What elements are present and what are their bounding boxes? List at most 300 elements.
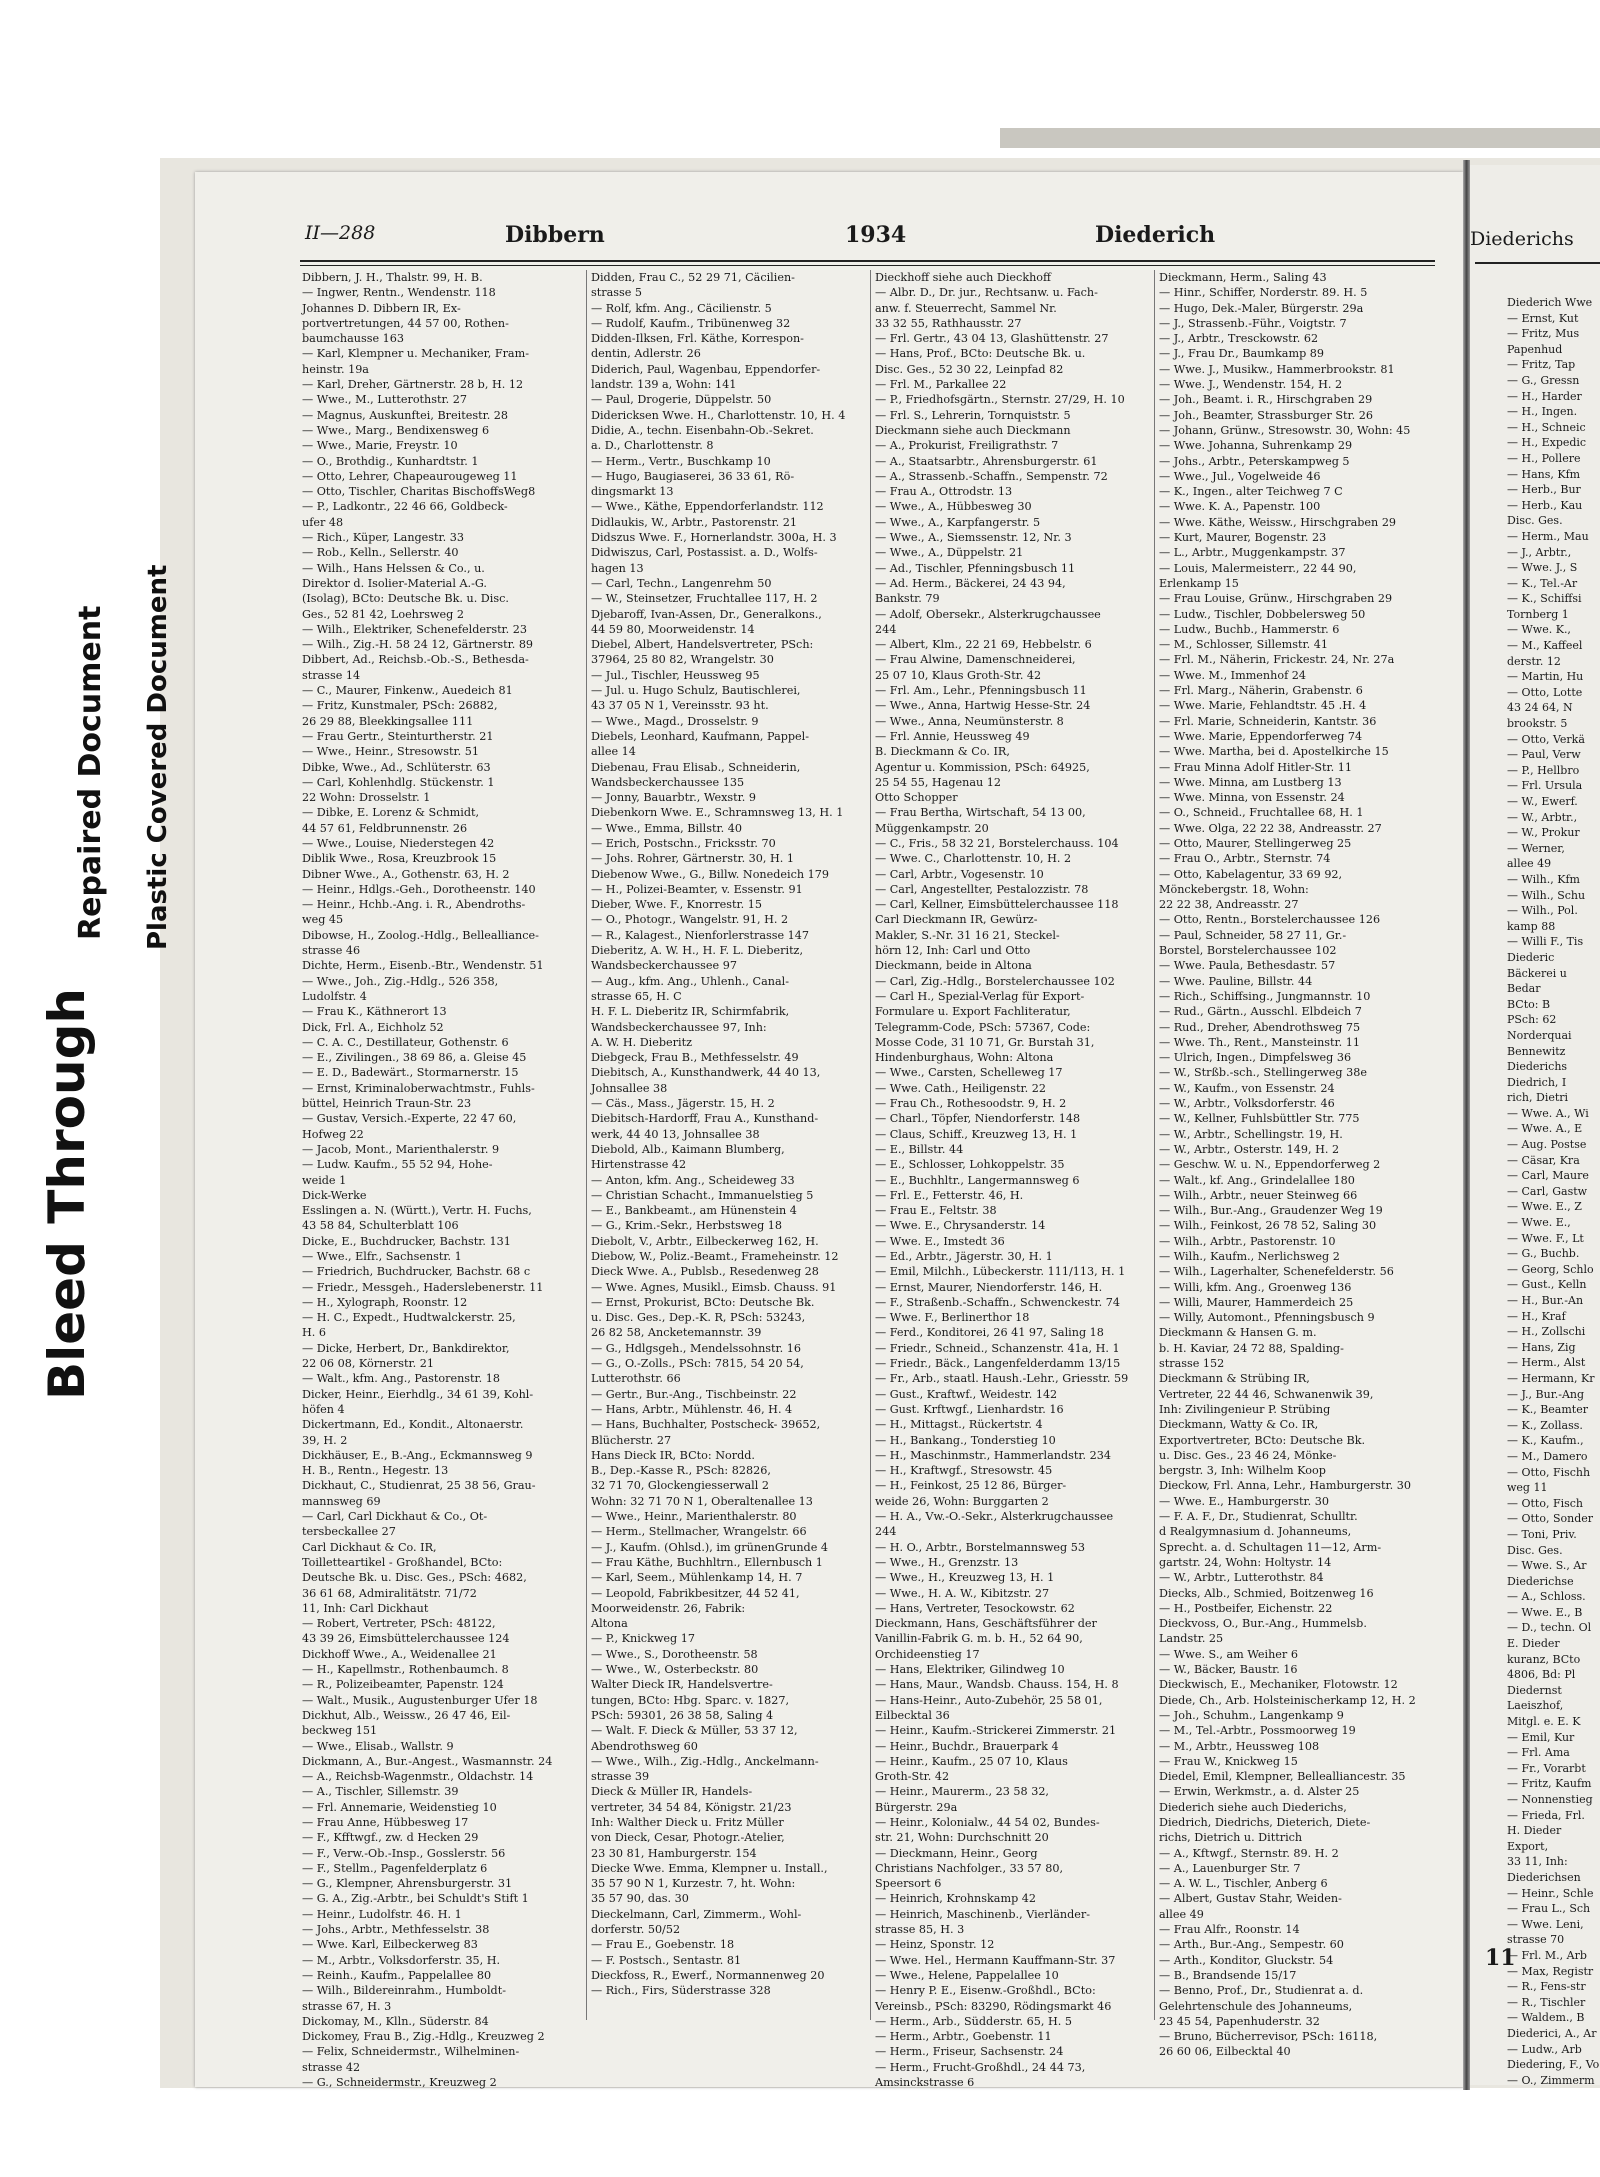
directory-line: — H., Mittagst., Rückertstr. 4 (875, 1418, 1043, 1432)
directory-line: Diede, Ch., Arb. Holsteinischerkamp 12, H. 2 (1159, 1693, 1416, 1707)
facing-page-line: — Werner, (1507, 841, 1565, 855)
directory-line: 44 59 80, Moorweidenstr. 14 (591, 622, 755, 636)
facing-page-line: — K., Schiffsi (1507, 592, 1582, 606)
directory-line: — Wwe., Wilh., Zig.-Hdlg., Anckelmann- (591, 1754, 819, 1768)
directory-line: — Anton, kfm. Ang., Scheideweg 33 (591, 1173, 795, 1187)
directory-line: strasse 85, H. 3 (875, 1923, 965, 1937)
directory-line: B. Dieckmann & Co. IR, (875, 745, 1010, 759)
facing-page-line: — Ludw., Arb (1507, 2042, 1582, 2056)
directory-line: — Robert, Vertreter, PSch: 48122, (302, 1617, 496, 1631)
directory-line: — Jul., Tischler, Heussweg 95 (591, 668, 760, 682)
directory-line: 23 45 54, Papenhuderstr. 32 (1159, 2014, 1320, 2028)
directory-line: — Wwe., Louise, Niederstegen 42 (302, 836, 495, 850)
directory-line: Carl Dickhaut & Co. IR, (302, 1540, 437, 1554)
directory-line: — Heinr., Kaufm.-Strickerei Zimmerstr. 21 (875, 1724, 1117, 1738)
directory-line: — Wwe. E., Imstedt 36 (875, 1234, 1005, 1248)
facing-page-line: — Ernst, Kut (1507, 311, 1579, 325)
facing-page-line: — Waldem., B (1507, 2011, 1585, 2025)
directory-line: — Herm., Vertr., Buschkamp 10 (591, 454, 771, 468)
directory-line: 37964, 25 80 82, Wrangelstr. 30 (591, 653, 774, 667)
directory-line: Dieckmann siehe auch Dieckmann (875, 423, 1071, 437)
directory-line: — Willi, Maurer, Hammerdeich 25 (1159, 1295, 1354, 1309)
directory-line: 23 30 81, Hamburgerstr. 154 (591, 1846, 757, 1860)
facing-page-line: — H., Ingen. (1507, 405, 1578, 419)
directory-line: — G., Hdlgsgeh., Mendelssohnstr. 16 (591, 1341, 801, 1355)
facing-page-line: — Fritz, Kaufm (1507, 1777, 1592, 1791)
directory-line: — A. W. L., Tischler, Anberg 6 (1159, 1877, 1328, 1891)
directory-line: — Joh., Beamter, Strassburger Str. 26 (1159, 408, 1373, 422)
directory-line: — M., Schlosser, Sillemstr. 41 (1159, 638, 1328, 652)
directory-line: — Frau A., Ottrodstr. 13 (875, 485, 1013, 499)
directory-line: Carl Dieckmann IR, Gewürz- (875, 913, 1038, 927)
directory-line: Diebgeck, Frau B., Methfesselstr. 49 (591, 1051, 799, 1065)
directory-line: A. W. H. Dieberitz (591, 1035, 692, 1049)
directory-line: — Dicke, Herbert, Dr., Bankdirektor, (302, 1341, 510, 1355)
directory-line: — Dieckmann, Heinr., Georg (875, 1846, 1038, 1860)
directory-line: — A., Prokurist, Freiligrathstr. 7 (875, 439, 1059, 453)
directory-line: Dickhaut, C., Studienrat, 25 38 56, Grau- (302, 1479, 536, 1493)
directory-line: — P., Knickweg 17 (591, 1632, 696, 1646)
directory-line: — Wwe. Marie, Fehlandtstr. 45 .H. 4 (1159, 699, 1367, 713)
directory-line: — Carl H., Spezial-Verlag für Export- (875, 989, 1085, 1003)
facing-page-line: Diederichs (1507, 1060, 1568, 1074)
directory-line: — G. A., Zig.-Arbtr., bei Schuldt's Stift 1 (302, 1892, 529, 1906)
facing-page-line: — M., Kaffeel (1507, 639, 1583, 653)
directory-line: strasse 46 (302, 944, 361, 958)
directory-line: Wandsbeckerchaussee 135 (591, 775, 745, 789)
directory-line: — Heinr., Hdlgs.-Geh., Dorotheenstr. 140 (302, 882, 536, 896)
directory-line: — Claus, Schiff., Kreuzweg 13, H. 1 (875, 1127, 1078, 1141)
directory-line: — P., Friedhofsgärtn., Sternstr. 27/29, H. 10 (875, 393, 1125, 407)
directory-line: — W., Kellner, Fuhlsbüttler Str. 775 (1159, 1112, 1360, 1126)
directory-line: — J., Strassenb.-Führ., Voigtstr. 7 (1159, 316, 1347, 330)
directory-line: — Heinr., Hchb.-Ang. i. R., Abendroths- (302, 898, 526, 912)
directory-line: 33 32 55, Rathhausstr. 27 (875, 316, 1022, 330)
directory-line: — L., Arbtr., Muggenkampstr. 37 (1159, 546, 1346, 560)
directory-line: Dibbert, Ad., Reichsb.-Ob.-S., Bethesda- (302, 653, 529, 667)
facing-page-line: — Carl, Gastw (1507, 1184, 1588, 1198)
directory-line: — Wwe., M., Lutterothstr. 27 (302, 393, 467, 407)
directory-line: — Wwe. E., Hamburgerstr. 30 (1159, 1494, 1329, 1508)
directory-line: — Herm., Frucht-Großhdl., 24 44 73, (875, 2060, 1086, 2074)
directory-line: Dickhoff Wwe., A., Weidenallee 21 (302, 1647, 497, 1661)
directory-line: Dieberitz, A. W. H., H. F. L. Dieberitz, (591, 944, 804, 958)
directory-line: — Frau K., Käthnerort 13 (302, 1005, 447, 1019)
directory-line: baumchausse 163 (302, 332, 405, 346)
directory-line: Diecke Wwe. Emma, Klempner u. Install., (591, 1861, 828, 1875)
directory-line: — Willi, kfm. Ang., Groenweg 136 (1159, 1280, 1352, 1294)
facing-page-line: — Cäsar, Kra (1507, 1153, 1580, 1167)
facing-page-line: Norderquai (1507, 1028, 1572, 1042)
directory-line: — H. C., Expedt., Hudtwalckerstr. 25, (302, 1311, 516, 1325)
facing-page-line: Diederici, A., Ar (1507, 2026, 1597, 2040)
directory-line: — Wwe., Marie, Freystr. 10 (302, 439, 458, 453)
directory-line: portvertretungen, 44 57 00, Rothen- (302, 316, 509, 330)
label-plastic-covered: Plastic Covered Document (143, 564, 173, 950)
directory-line: — Friedr., Bäck., Langenfelderdamm 13/15 (875, 1357, 1121, 1371)
directory-line: Diebolt, V., Arbtr., Eilbeckerweg 162, H. (591, 1234, 819, 1248)
directory-line: d Realgymnasium d. Johanneums, (1159, 1525, 1352, 1539)
directory-line: Hofweg 22 (302, 1127, 364, 1141)
directory-line: Dieckmann, beide in Altona (875, 959, 1032, 973)
directory-line: — Friedrich, Buchdrucker, Bachstr. 68 c (302, 1265, 531, 1279)
facing-page-line: — Wwe. E., (1507, 1216, 1571, 1230)
facing-page-line: derstr. 12 (1507, 654, 1561, 668)
directory-line: PSch: 59301, 26 38 58, Saling 4 (591, 1708, 774, 1722)
directory-line: ufer 48 (302, 515, 344, 529)
directory-line: — Wwe., Jul., Vogelweide 46 (1159, 469, 1321, 483)
directory-line: — Wilh., Bur.-Ang., Graudenzer Weg 19 (1159, 1204, 1383, 1218)
directory-line: — Wwe., A., Karpfangerstr. 5 (875, 515, 1041, 529)
facing-page-line: — Hans, Kfm (1507, 467, 1581, 481)
facing-page-line: — Wwe. S., Ar (1507, 1559, 1587, 1573)
facing-page-line: — Fr., Vorarbt (1507, 1761, 1586, 1775)
directory-line: Dieckow, Frl. Anna, Lehr., Hamburgerstr. 30 (1159, 1479, 1412, 1493)
directory-line: — Heinr., Kolonialw., 44 54 02, Bundes- (875, 1815, 1100, 1829)
directory-line: — Frau Ch., Rothesoodstr. 9, H. 2 (875, 1097, 1067, 1111)
directory-line: Djebaroff, Ivan-Assen, Dr., Generalkons., (591, 607, 822, 621)
directory-line: 25 07 10, Klaus Groth-Str. 42 (875, 668, 1042, 682)
directory-line: — F. A. F., Dr., Studienrat, Schulltr. (1159, 1510, 1358, 1524)
directory-line: strasse 14 (302, 668, 361, 682)
facing-page-line: — Wwe. A., Wi (1507, 1106, 1589, 1120)
directory-line: Diebel, Albert, Handelsvertreter, PSch: (591, 638, 814, 652)
facing-page-line: — Otto, Fisch (1507, 1496, 1584, 1510)
directory-line: — Carl, Zig.-Hdlg., Borstelerchaussee 102 (875, 974, 1115, 988)
header-rule (300, 260, 1435, 266)
directory-line: Dieckhoff siehe auch Dieckhoff (875, 271, 1051, 284)
directory-line: — Frl. M., Parkallee 22 (875, 378, 1007, 392)
facing-page-line: Diedrich, I (1507, 1075, 1567, 1089)
directory-line: Hindenburghaus, Wohn: Altona (875, 1051, 1054, 1065)
directory-line: weg 45 (302, 913, 344, 927)
directory-line: gartstr. 24, Wohn: Holtystr. 14 (1159, 1555, 1332, 1569)
facing-page-line: — Wilh., Schu (1507, 888, 1586, 902)
facing-page-line: — H., Harder (1507, 389, 1582, 403)
directory-line: 36 61 68, Admiralitätstr. 71/72 (302, 1586, 477, 1600)
directory-line: Diebenau, Frau Elisab., Schneiderin, (591, 760, 801, 774)
directory-line: — Jul. u. Hugo Schulz, Bautischlerei, (591, 684, 801, 698)
directory-line: — Henry P. E., Eisenw.-Großhdl., BCto: (875, 1984, 1096, 1998)
directory-line: — Hans, Maur., Wandsb. Chauss. 154, H. 8 (875, 1678, 1119, 1692)
facing-page-line: kuranz, BCto (1507, 1652, 1581, 1666)
directory-line: u. Disc. Ges., Dep.-K. R, PSch: 53243, (591, 1311, 806, 1325)
directory-line: — A., Kftwgf., Sternstr. 89. H. 2 (1159, 1846, 1339, 1860)
directory-line: Speersort 6 (875, 1877, 942, 1891)
directory-line: Hirtenstrasse 42 (591, 1158, 687, 1172)
directory-line: — Wwe. C., Charlottenstr. 10, H. 2 (875, 852, 1072, 866)
directory-line: Ges., 52 81 42, Loehrsweg 2 (302, 607, 465, 621)
directory-line: Didwiszus, Carl, Postassist. a. D., Wolfs- (591, 546, 818, 560)
directory-line: Dicke, E., Buchdrucker, Bachstr. 131 (302, 1234, 511, 1248)
directory-line: Diebenkorn Wwe. E., Schramnsweg 13, H. 1 (591, 806, 844, 820)
directory-line: Direktor d. Isolier-Material A.-G. (302, 576, 487, 590)
directory-line: Vertreter, 22 44 46, Schwanenwik 39, (1159, 1387, 1374, 1401)
facing-page-line: — Nonnenstieg (1507, 1793, 1593, 1806)
directory-line: — Jacob, Mont., Marienthalerstr. 9 (302, 1142, 500, 1156)
directory-line: — O., Photogr., Wangelstr. 91, H. 2 (591, 913, 789, 927)
directory-line: — W., Kaufm., von Essenstr. 24 (1159, 1081, 1335, 1095)
directory-line: — G., Schneidermstr., Kreuzweg 2 (302, 2076, 497, 2090)
directory-line: Wandsbeckerchaussee 97, Inh: (591, 1020, 767, 1034)
directory-line: 35 57 90 N 1, Kurzestr. 7, ht. Wohn: (591, 1877, 796, 1891)
directory-line: — W., Strßb.-sch., Stellingerweg 38e (1159, 1066, 1367, 1080)
directory-line: Dieckmann, Watty & Co. IR, (1159, 1418, 1319, 1432)
directory-line: 26 60 06, Eilbecktal 40 (1159, 2045, 1291, 2059)
directory-line: Dickomay, M., Klln., Süderstr. 84 (302, 2014, 489, 2028)
directory-line: — Herm., Stellmacher, Wrangelstr. 66 (591, 1525, 807, 1539)
directory-line: Blücherstr. 27 (591, 1433, 672, 1447)
directory-line: Dieckmann, Herm., Saling 43 (1159, 271, 1327, 284)
directory-line: — Carl, Carl Dickhaut & Co., Ot- (302, 1510, 488, 1524)
directory-line: — Ludw. Kaufm., 55 52 94, Hohe- (302, 1158, 493, 1172)
directory-line: — Hans-Heinr., Auto-Zubehör, 25 58 01, (875, 1693, 1103, 1707)
facing-page-line: — J., Bur.-Ang (1507, 1387, 1585, 1401)
directory-line: — Herm., Friseur, Sachsenstr. 24 (875, 2045, 1064, 2059)
directory-line: — Wilh., Zig.-H. 58 24 12, Gärtnerstr. 89 (302, 638, 534, 652)
directory-line: büttel, Heinrich Traun-Str. 23 (302, 1097, 472, 1111)
facing-page-line: — H., Bur.-An (1507, 1294, 1584, 1307)
facing-page-rule (1475, 262, 1600, 264)
directory-line: Dieckelmann, Carl, Zimmerm., Wohl- (591, 1907, 802, 1921)
directory-line: — Friedr., Messgeh., Haderslebenerstr. 11 (302, 1280, 544, 1294)
facing-page-line: — Hermann, Kr (1507, 1371, 1595, 1385)
directory-line: 35 57 90, das. 30 (591, 1892, 689, 1906)
directory-line: — Carl, Kohlenhdlg. Stückenstr. 1 (302, 775, 495, 789)
page-fold (1463, 160, 1470, 2090)
facing-page-line: — Carl, Maure (1507, 1169, 1589, 1183)
directory-line: — Wwe. K. A., Papenstr. 100 (1159, 500, 1321, 514)
directory-line: — Frau O., Arbtr., Sternstr. 74 (1159, 852, 1331, 866)
directory-line: — B., Brandsende 15/17 (1159, 1968, 1297, 1982)
facing-page-line: Laeiszhof, (1507, 1699, 1564, 1713)
directory-line: — Wwe. Pauline, Billstr. 44 (1159, 974, 1313, 988)
directory-line: Moorweidenstr. 26, Fabrik: (591, 1601, 746, 1615)
directory-line: — Johann, Grünw., Stresowstr. 30, Wohn: 45 (1159, 423, 1411, 437)
facing-page-line: — D., techn. Ol (1507, 1621, 1592, 1635)
facing-page-line: Diedernst (1507, 1683, 1562, 1697)
directory-line: Müggenkampstr. 20 (875, 821, 989, 835)
directory-line: — Wwe., Heinr., Stresowstr. 51 (302, 745, 479, 759)
directory-line: Diecks, Alb., Schmied, Boitzenweg 16 (1159, 1586, 1374, 1600)
directory-line: — Frau Gertr., Steinturtherstr. 21 (302, 729, 494, 743)
directory-line: Eilbecktal 36 (875, 1708, 950, 1722)
directory-line: — Reinh., Kaufm., Pappelallee 80 (302, 1968, 492, 1982)
directory-line: Dieckmann & Hansen G. m. (1159, 1326, 1317, 1340)
directory-line: — Gust. Krftwgf., Lienhardstr. 16 (875, 1402, 1064, 1416)
facing-page-line: Diederichsen (1507, 1870, 1581, 1884)
directory-line: — Wilh., Lagerhalter, Schenefelderstr. 56 (1159, 1265, 1394, 1279)
directory-line: 32 71 70, Glockengiesserwall 2 (591, 1479, 769, 1493)
directory-line: 22 22 38, Andreasstr. 27 (1159, 898, 1299, 912)
directory-line: — Frau W., Knickweg 15 (1159, 1754, 1298, 1768)
facing-page-line: Disc. Ges. (1507, 514, 1563, 528)
directory-line: — Albert, Klm., 22 21 69, Hebbelstr. 6 (875, 638, 1092, 652)
directory-line: Didden, Frau C., 52 29 71, Cäcilien- (591, 271, 795, 284)
directory-line: — Felix, Schneidermstr., Wilhelminen- (302, 2045, 520, 2059)
directory-line: — Carl, Angestellter, Pestalozzistr. 78 (875, 882, 1089, 896)
directory-line: — R., Polizeibeamter, Papenstr. 124 (302, 1678, 504, 1692)
directory-line: Dickhut, Alb., Weissw., 26 47 46, Eil- (302, 1708, 511, 1722)
directory-line: Diebow, W., Poliz.-Beamt., Frameheinstr. 12 (591, 1250, 839, 1263)
directory-line: — Leopold, Fabrikbesitzer, 44 52 41, (591, 1586, 800, 1600)
directory-line: — Paul, Schneider, 58 27 11, Gr.- (1159, 928, 1347, 942)
directory-line: Mosse Code, 31 10 71, Gr. Burstah 31, (875, 1035, 1095, 1049)
directory-line: — Wilh., Elektriker, Schenefelderstr. 23 (302, 622, 528, 636)
directory-line: Diblik Wwe., Rosa, Kreuzbrook 15 (302, 852, 497, 866)
directory-line: — P., Ladkontr., 22 46 66, Goldbeck- (302, 500, 508, 514)
directory-line: — F., Verw.-Ob.-Insp., Gosslerstr. 56 (302, 1846, 506, 1860)
directory-line: — Christian Schacht., Immanuelstieg 5 (591, 1188, 814, 1202)
directory-line: Lutterothstr. 66 (591, 1372, 681, 1386)
directory-line: allee 49 (1159, 1907, 1204, 1921)
directory-line: Diebitsch, A., Kunsthandwerk, 44 40 13, (591, 1066, 821, 1080)
directory-line: mannsweg 69 (302, 1494, 381, 1508)
directory-line: — O., Schneid., Fruchtallee 68, H. 1 (1159, 806, 1364, 820)
directory-line: Gelehrtenschule des Johanneums, (1159, 1999, 1353, 2013)
directory-line: — Erwin, Werkmstr., a. d. Alster 25 (1159, 1785, 1360, 1799)
directory-line: — Wwe. Marie, Eppendorferweg 74 (1159, 729, 1363, 743)
directory-line: — Hans, Prof., BCto: Deutsche Bk. u. (875, 347, 1086, 361)
directory-line: — Frl. M., Näherin, Frickestr. 24, Nr. 27a (1159, 653, 1395, 667)
directory-line: — Wwe. J., Wendenstr. 154, H. 2 (1159, 378, 1343, 392)
directory-line: — Frau E., Feltstr. 38 (875, 1204, 997, 1218)
bleed-through-edge (1000, 128, 1600, 148)
directory-line: — Ernst, Maurer, Niendorferstr. 146, H. (875, 1280, 1103, 1294)
directory-line: H. F. L. Dieberitz IR, Schirmfabrik, (591, 1005, 790, 1019)
directory-line: — Wwe. S., am Weiher 6 (1159, 1647, 1298, 1661)
facing-page-line: — Wilh., Pol. (1507, 904, 1578, 918)
facing-page-line: — Frieda, Frl. (1507, 1808, 1585, 1822)
facing-page-line: — W., Prokur (1507, 826, 1580, 840)
directory-line: — Ludw., Tischler, Dobbelersweg 50 (1159, 607, 1366, 621)
directory-line: b. H. Kaviar, 24 72 88, Spalding- (1159, 1341, 1344, 1355)
directory-line: — Carl, Techn., Langenrehm 50 (591, 576, 772, 590)
directory-line: — Hans, Arbtr., Mühlenstr. 46, H. 4 (591, 1402, 793, 1416)
directory-line: — Bruno, Bücherrevisor, PSch: 16118, (1159, 2030, 1378, 2044)
facing-page-line: rich, Dietri (1507, 1091, 1569, 1105)
facing-page-line: — H., Zollschi (1507, 1325, 1586, 1339)
directory-line: — Ad., Tischler, Pfenningsbusch 11 (875, 561, 1076, 575)
directory-line: Dicker, Heinr., Eierhdlg., 34 61 39, Kohl- (302, 1387, 534, 1401)
directory-line: — Louis, Malermeisterr., 22 44 90, (1159, 561, 1357, 575)
directory-line: — Heinrich, Krohnskamp 42 (875, 1892, 1037, 1906)
directory-line: — Frau Käthe, Buchhltrn., Ellernbusch 1 (591, 1555, 823, 1569)
directory-line: Groth-Str. 42 (875, 1770, 950, 1784)
directory-line: Abendrothsweg 60 (591, 1739, 698, 1753)
directory-line: — Wwe. Karl, Eilbeckerweg 83 (302, 1938, 478, 1952)
directory-line: — F., Stellm., Pagenfelderplatz 6 (302, 1861, 488, 1875)
directory-line: — Jonny, Bauarbtr., Wexstr. 9 (591, 791, 756, 805)
directory-line: 43 58 84, Schulterblatt 106 (302, 1219, 459, 1233)
directory-line: heinstr. 19a (302, 362, 369, 376)
directory-line: — Rud., Gärtn., Ausschl. Elbdeich 7 (1159, 1005, 1362, 1019)
directory-line: Telegramm-Code, PSch: 57367, Code: (875, 1020, 1091, 1034)
directory-line: — E., Buchhltr., Langermannsweg 6 (875, 1173, 1080, 1187)
directory-line: Diebenow Wwe., G., Billw. Nonedeich 179 (591, 867, 830, 881)
facing-page-line: — Otto, Lotte (1507, 685, 1583, 699)
directory-line: von Dieck, Cesar, Photogr.-Atelier, (591, 1831, 785, 1845)
directory-line: Dick-Werke (302, 1188, 367, 1202)
directory-line: a. D., Charlottenstr. 8 (591, 439, 714, 453)
directory-line: — Ernst, Prokurist, BCto: Deutsche Bk. (591, 1295, 815, 1309)
directory-line: — E., Billstr. 44 (875, 1142, 964, 1156)
facing-page-line: — Wwe. K., (1507, 623, 1571, 637)
directory-line: — Wwe., S., Dorotheenstr. 58 (591, 1647, 758, 1661)
directory-line: — Magnus, Auskunftei, Breitestr. 28 (302, 408, 509, 422)
directory-line: tersbeckallee 27 (302, 1525, 396, 1539)
directory-line: — J., Frau Dr., Baumkamp 89 (1159, 347, 1325, 361)
directory-line: Didden-Ilksen, Frl. Käthe, Korrespon- (591, 332, 804, 346)
directory-line: — Otto, Kabelagentur, 33 69 92, (1159, 867, 1343, 881)
directory-line: — Wwe., Anna, Hartwig Hesse-Str. 24 (875, 699, 1091, 713)
directory-line: strasse 65, H. C (591, 989, 682, 1003)
directory-line: — G., Krim.-Sekr., Herbstsweg 18 (591, 1219, 783, 1233)
facing-page-line: Papenhud (1507, 342, 1563, 356)
facing-page-line: — Herm., Alst (1507, 1356, 1586, 1370)
directory-line: Bürgerstr. 29a (875, 1800, 958, 1814)
directory-line: Dickhäuser, E., B.-Ang., Eckmannsweg 9 (302, 1448, 533, 1462)
directory-line: bergstr. 3, Inh: Wilhelm Koop (1159, 1464, 1326, 1478)
directory-line: Diebitsch-Hardorff, Frau A., Kunsthand- (591, 1112, 819, 1126)
directory-line: — Hans, Vertreter, Tesockowstr. 62 (875, 1601, 1075, 1615)
directory-line: — Frl. S., Lehrerin, Tornquiststr. 5 (875, 408, 1071, 422)
directory-line: — Frau E., Goebenstr. 18 (591, 1938, 735, 1952)
directory-line: Makler, S.-Nr. 31 16 21, Steckel- (875, 928, 1060, 942)
directory-line: — Otto, Lehrer, Chapeaurougeweg 11 (302, 469, 518, 483)
directory-line: Walter Dieck IR, Handelsvertre- (591, 1678, 773, 1692)
directory-line: — Paul, Drogerie, Düppelstr. 50 (591, 393, 772, 407)
facing-page-line: — R., Fens-str (1507, 1980, 1586, 1994)
facing-page-line: Bäckerei u (1507, 966, 1567, 980)
directory-line: — W., Steinsetzer, Fruchtallee 117, H. 2 (591, 592, 818, 606)
facing-page-line: — W., Arbtr., (1507, 810, 1578, 824)
directory-line: Borstel, Borstelerchaussee 102 (1159, 944, 1337, 958)
facing-page-line: — Herb., Bur (1507, 483, 1581, 497)
facing-page-line: — Frl. M., Arb (1507, 1948, 1587, 1962)
directory-line: — Wwe. E., Chrysanderstr. 14 (875, 1219, 1046, 1233)
directory-line: — Wwe., Helene, Pappelallee 10 (875, 1968, 1059, 1982)
directory-line: strasse 67, H. 3 (302, 1999, 392, 2013)
facing-page-line: Diederich Wwe (1507, 296, 1593, 309)
facing-page-line: brookstr. 5 (1507, 717, 1568, 731)
directory-line: Mönckebergstr. 18, Wohn: (1159, 882, 1309, 896)
directory-line: — H., Kraftwgf., Stresowstr. 45 (875, 1464, 1053, 1478)
directory-line: — Johs., Arbtr., Peterskampweg 5 (1159, 454, 1350, 468)
directory-line: — Frau Anne, Hübbesweg 17 (302, 1815, 469, 1829)
directory-line: — Wwe. Olga, 22 22 38, Andreasstr. 27 (1159, 821, 1382, 835)
directory-line: Agentur u. Kommission, PSch: 64925, (875, 760, 1090, 774)
directory-line: — Wwe., A., Siemssenstr. 12, Nr. 3 (875, 531, 1072, 545)
directory-line: — Joh., Schuhm., Langenkamp 9 (1159, 1708, 1344, 1722)
directory-line: — Otto, Rentn., Borstelerchaussee 126 (1159, 913, 1381, 927)
directory-line: weide 1 (302, 1173, 347, 1187)
facing-page-line: — R., Tischler (1507, 1995, 1586, 2009)
directory-line: — G., O.-Zolls., PSch: 7815, 54 20 54, (591, 1357, 804, 1371)
directory-line: — Hugo, Dek.-Maler, Bürgerstr. 29a (1159, 301, 1364, 315)
facing-page-line: — Emil, Kur (1507, 1730, 1575, 1744)
page-number: II—288 (305, 222, 376, 244)
directory-line: Diederich siehe auch Diederichs, (1159, 1800, 1347, 1814)
facing-page-header: Diederichs (1470, 228, 1574, 250)
directory-line: — G., Klempner, Ahrensburgerstr. 31 (302, 1877, 513, 1891)
directory-line: — Wwe., W., Osterbeckstr. 80 (591, 1663, 759, 1677)
directory-line: — Wwe., Carsten, Schelleweg 17 (875, 1066, 1063, 1080)
directory-line: Disc. Ges., 52 30 22, Leinpfad 82 (875, 362, 1064, 376)
directory-line: — Wwe. Hel., Hermann Kauffmann-Str. 37 (875, 1953, 1116, 1967)
directory-line: 43 37 05 N 1, Vereinsstr. 93 ht. (591, 699, 769, 713)
directory-line: — Hans, Buchhalter, Postscheck- 39652, (591, 1418, 821, 1432)
